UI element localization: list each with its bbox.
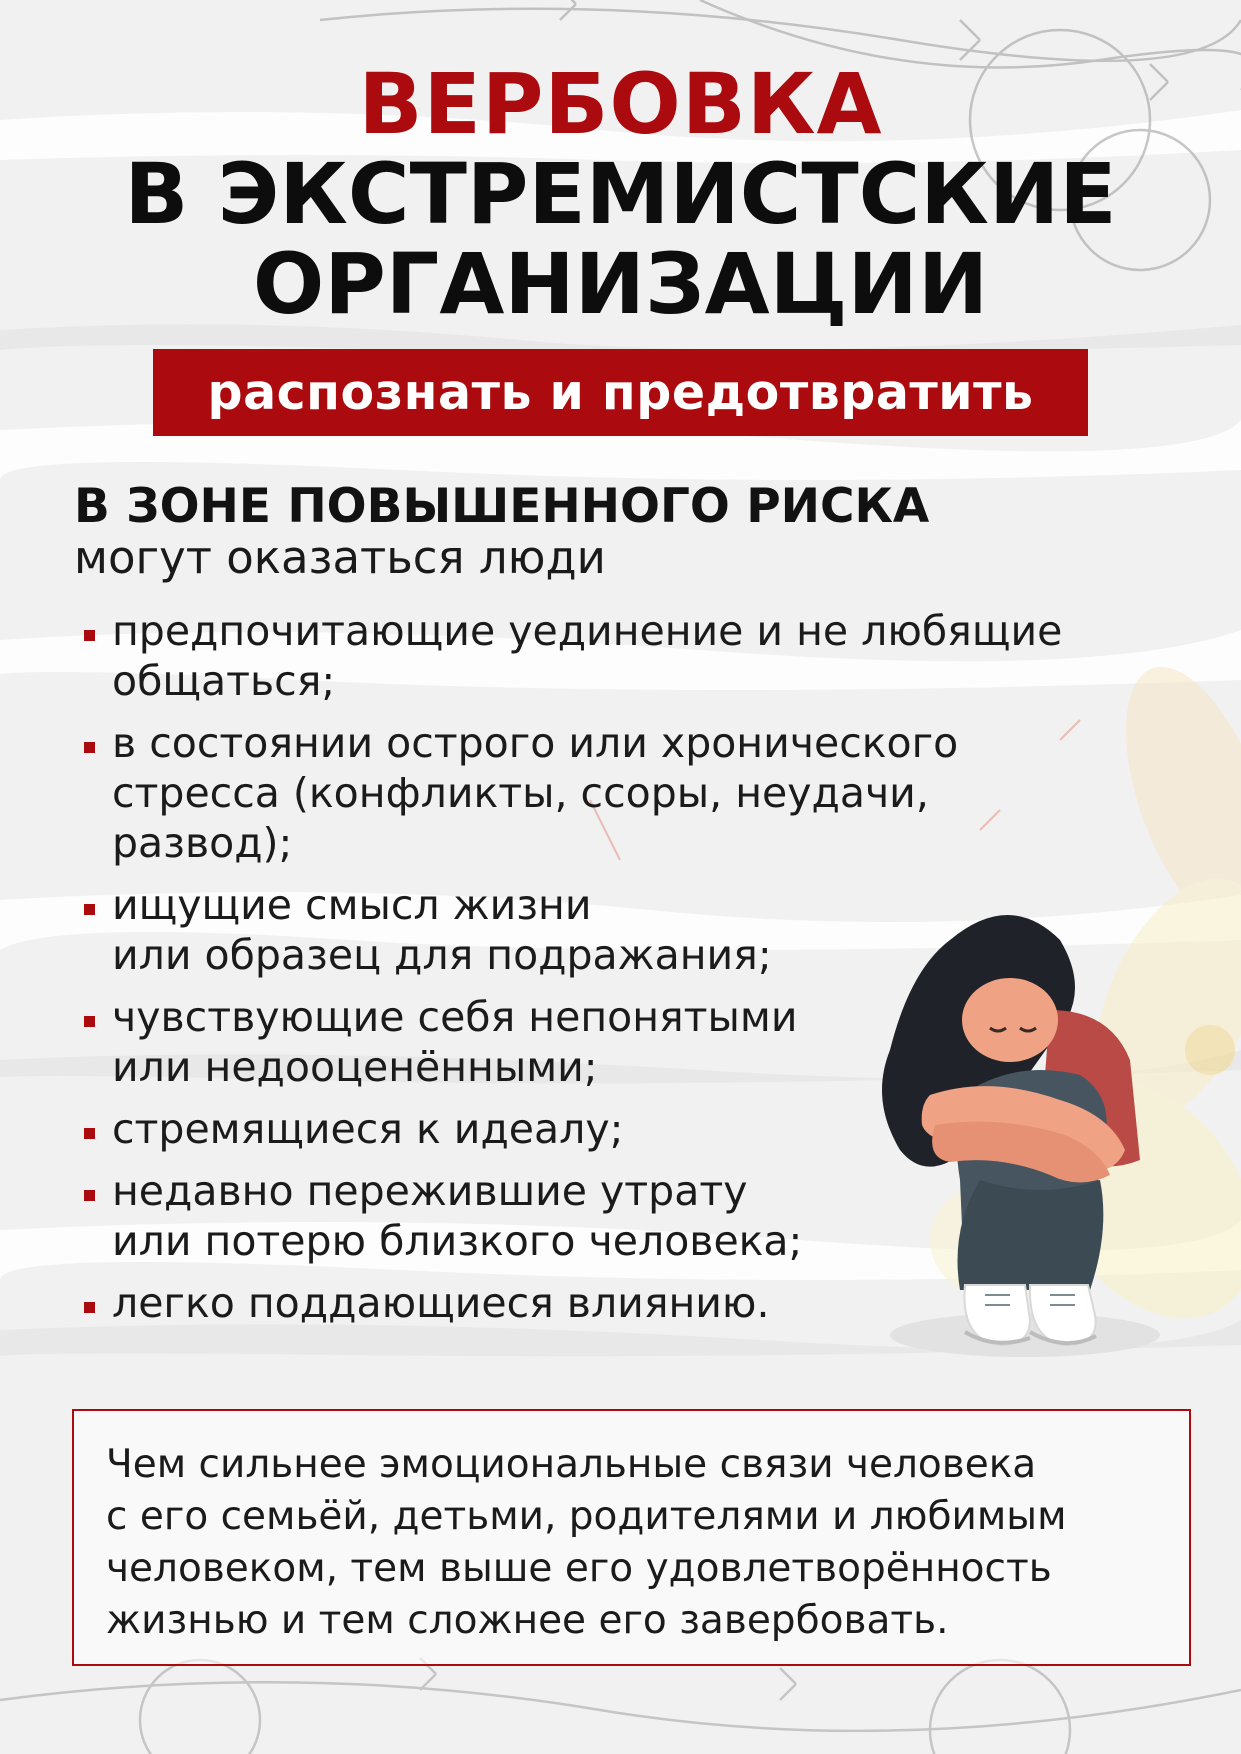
risk-item-line: общаться; [112,657,336,705]
risk-item-line: легко поддающиеся влиянию. [112,1279,770,1327]
bullet-square-icon [84,904,95,915]
risk-item-line: ищущие смысл жизни [112,881,592,929]
risk-item-line: развод); [112,819,293,867]
bullet-square-icon [84,630,95,641]
bullet-square-icon [84,1190,95,1201]
risk-item-line: стресса (конфликты, ссоры, неудачи, [112,769,929,817]
risk-item-line: стремящиеся к идеалу; [112,1105,624,1153]
note-box [72,1409,1191,1666]
note-line: человеком, тем выше его удовлетворённость [106,1546,1052,1591]
risk-subheading: могут оказаться люди [74,531,606,584]
title-line-2: В ЭКСТРЕМИСТСКИЕ [124,145,1117,243]
risk-item-line: или потерю близкого человека; [112,1217,803,1265]
risk-item-line: или образец для подражания; [112,931,772,979]
bullet-square-icon [84,1016,95,1027]
risk-heading: В ЗОНЕ ПОВЫШЕННОГО РИСКА [74,479,930,534]
note-line: Чем сильнее эмоциональные связи человека [106,1442,1037,1487]
title-line-3: ОРГАНИЗАЦИИ [252,235,989,333]
risk-item-line: или недооценёнными; [112,1043,598,1091]
subtitle-text: распознать и предотвратить [207,364,1034,421]
bullet-square-icon [84,1128,95,1139]
subtitle-banner [153,349,1088,436]
bullet-square-icon [84,742,95,753]
risk-item-line: в состоянии острого или хронического [112,719,959,767]
sad-girl-illustration [860,900,1180,1360]
risk-item-line: недавно пережившие утрату [112,1167,748,1215]
bullet-square-icon [84,1302,95,1313]
note-line: с его семьёй, детьми, родителями и любимым [106,1494,1067,1539]
note-line: жизнью и тем сложнее его завербовать. [106,1598,949,1643]
risk-item-line: предпочитающие уединение и не любящие [112,607,1063,655]
title-line-1: ВЕРБОВКА [358,55,883,153]
risk-item-line: чувствующие себя непонятыми [112,993,798,1041]
